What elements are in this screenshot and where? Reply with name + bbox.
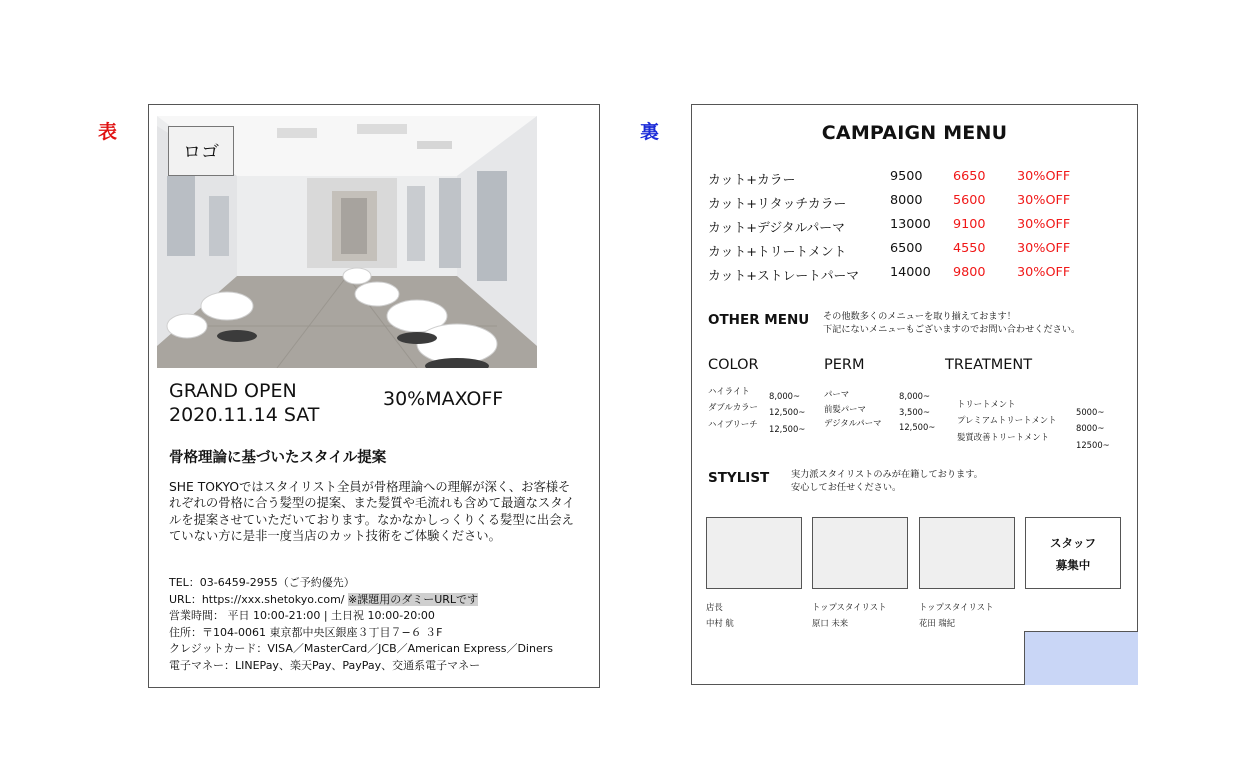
campaign-name: カット+ストレートパーマ (708, 269, 860, 284)
url-line (169, 592, 553, 609)
emoney-line: 電子マネー：LINEPay、楽天Pay、PayPay、交通系電子マネー (169, 658, 481, 672)
grand-open-title: GRAND OPEN (169, 380, 297, 402)
staff-caption (919, 599, 993, 632)
menu-item: プレミアムトリートメント (957, 415, 1057, 426)
menu-item: ハイブリーチ (708, 418, 758, 429)
menu-price: 8,000~ (899, 391, 930, 401)
staff-name: 原口 未来 (812, 618, 849, 629)
staff-name: 中村 航 (706, 618, 734, 629)
max-off-text: 30%MAXOFF (383, 388, 504, 410)
campaign-name: カット+トリートメント (708, 245, 847, 260)
campaign-price: 13000 (890, 217, 931, 232)
tel-line: TEL：03-6459-2955（ご予約優先） (169, 576, 355, 589)
stylist-title: STYLIST (708, 470, 770, 486)
logo-placeholder: ロゴ (168, 126, 234, 176)
other-menu-note (823, 310, 1080, 336)
back-side-label: 裏 (640, 121, 660, 143)
menu-item: ダブルカラー (708, 402, 758, 413)
campaign-title: CAMPAIGN MENU (821, 122, 1008, 144)
stylist-note-line: 実力派スタイリストのみが在籍しております。 (791, 469, 983, 480)
menu-price: 5000~ (1076, 407, 1105, 417)
campaign-discount-price: 9100 (953, 217, 986, 232)
staff-photo-placeholder (812, 517, 908, 589)
staff-name: 花田 瑞紀 (919, 618, 956, 629)
perm-items (824, 387, 882, 431)
menu-price: 12,500~ (769, 407, 806, 418)
blue-placeholder-box (1024, 631, 1138, 685)
stylist-note (791, 468, 983, 494)
campaign-discount-price: 9800 (953, 265, 986, 280)
other-menu-title: OTHER MENU (708, 312, 810, 328)
campaign-price: 9500 (890, 169, 923, 184)
perm-title: PERM (824, 357, 865, 373)
menu-item: デジタルパーマ (824, 418, 882, 428)
front-side-label: 表 (98, 121, 118, 143)
menu-price: 12500~ (1076, 439, 1110, 450)
campaign-name: カット+デジタルパーマ (708, 221, 845, 236)
color-title: COLOR (708, 357, 759, 373)
staff-caption (706, 599, 734, 632)
campaign-price: 8000 (890, 193, 923, 208)
campaign-discount-price: 5600 (953, 193, 986, 208)
shop-info (169, 575, 553, 675)
menu-item: ハイライト (708, 386, 750, 396)
staff-role: 店長 (706, 602, 723, 612)
staff-photo-placeholder (919, 517, 1015, 589)
campaign-off: 30%OFF (1017, 265, 1071, 280)
front-card (148, 104, 600, 688)
treatment-prices (1076, 404, 1110, 453)
campaign-off: 30%OFF (1017, 217, 1071, 232)
menu-price: 12,500~ (769, 423, 806, 434)
campaign-price: 14000 (890, 265, 931, 280)
recruit-line: スタッフ (1050, 536, 1096, 550)
other-note-line: 下記にないメニューもございますのでお問い合わせください。 (823, 324, 1081, 336)
staff-role: トップスタイリスト (919, 602, 994, 612)
intro-paragraph: SHE TOKYOではスタイリスト全員が骨格理論への理解が深く、お客様それぞれの骨格に合う髪型の提案、また髪質や毛流れも含めて最適なスタイルを提案させていただいております。なかなかしっくりくる髪型に出会えていない方に是非一度当店のカット技術をご体験ください。 (169, 480, 575, 544)
menu-item: 髪質改善トリートメント (957, 431, 1050, 442)
menu-item: 前髪パーマ (824, 403, 866, 414)
campaign-name: カット+リタッチカラー (708, 197, 847, 212)
recruit-line: 募集中 (1055, 558, 1091, 572)
url-dummy-note: ※課題用のダミーURLです (348, 592, 479, 606)
staff-caption (812, 599, 886, 632)
hours-line: 営業時間： 平日 10:00-21:00 | 土日祝 10:00-20:00 (169, 609, 435, 623)
stylist-note-line: 安心してお任せください。 (791, 482, 902, 494)
treatment-items (957, 396, 1057, 445)
cards-line: クレジットカード：VISA／MasterCard／JCB／American Express／Diners (169, 642, 553, 656)
campaign-discount-price: 6650 (953, 169, 986, 184)
menu-price: 12,500~ (899, 422, 936, 432)
headline: 骨格理論に基づいたスタイル提案 (169, 450, 387, 466)
campaign-off: 30%OFF (1017, 169, 1071, 184)
campaign-price: 6500 (890, 241, 923, 256)
campaign-discount-price: 4550 (953, 241, 986, 256)
staff-photo-placeholder (706, 517, 802, 589)
menu-price: 8,000~ (769, 391, 800, 401)
other-note-line: その他数多くのメニューを取り揃えておます！ (823, 311, 1016, 322)
url-text[interactable]: URL：https://xxx.shetokyo.com/ (169, 592, 349, 606)
address-line: 住所：〒104-0061 東京都中央区銀座３丁目７−６ ３F (169, 625, 443, 639)
menu-item: トリートメント (957, 399, 1016, 409)
campaign-name: カット+カラー (708, 173, 796, 188)
menu-price: 3,500~ (899, 406, 930, 417)
color-prices (769, 388, 805, 437)
back-card (691, 104, 1138, 685)
perm-prices (899, 389, 935, 436)
menu-item: パーマ (824, 389, 850, 399)
grand-open-block (169, 379, 319, 427)
open-date: 2020.11.14 SAT (169, 404, 320, 426)
staff-recruiting-box (1025, 517, 1121, 589)
campaign-off: 30%OFF (1017, 241, 1071, 256)
staff-role: トップスタイリスト (812, 602, 887, 612)
treatment-title: TREATMENT (945, 357, 1033, 373)
campaign-off: 30%OFF (1017, 193, 1071, 208)
color-items (708, 383, 758, 432)
menu-price: 8000~ (1076, 423, 1105, 434)
salon-photo (157, 116, 537, 368)
